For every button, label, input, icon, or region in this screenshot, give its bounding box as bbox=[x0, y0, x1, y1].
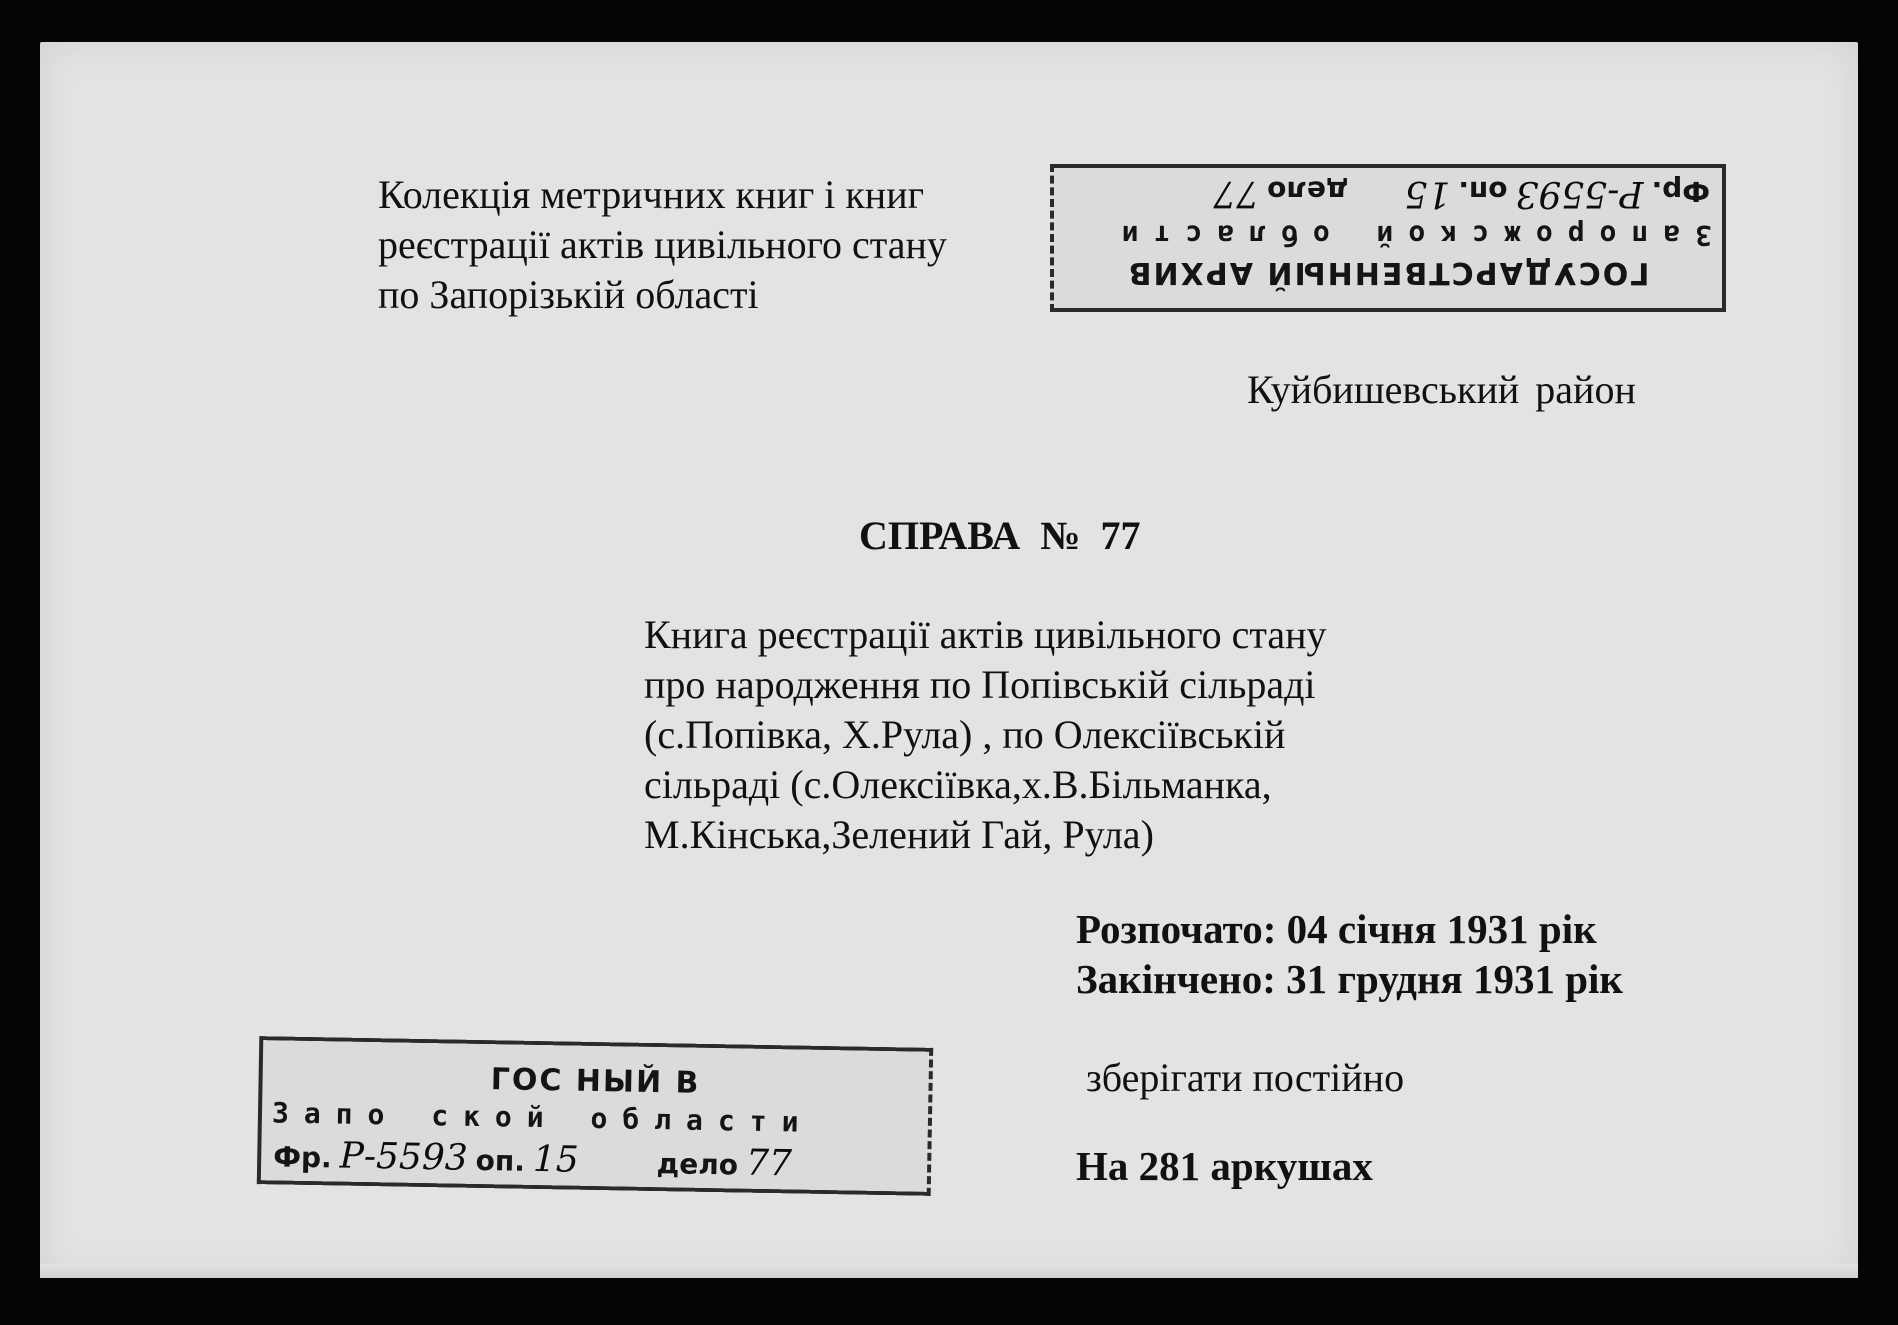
stamp-inventory-value: 15 bbox=[1404, 173, 1451, 214]
stamp-inventory-value: 15 bbox=[532, 1138, 580, 1181]
stamp-fund-value: Р-5593 bbox=[1515, 173, 1644, 214]
archive-stamp-bottom bbox=[257, 1036, 933, 1196]
description-line: (с.Попівка, Х.Рула) , по Олексіївській bbox=[644, 712, 1286, 757]
stamp-file-label: дело bbox=[656, 1147, 739, 1182]
stamp-file-label: дело bbox=[1267, 175, 1349, 208]
stamp-archive-name: ГОС НЫЙ В bbox=[490, 1062, 701, 1101]
stamp-file-value: 77 bbox=[1213, 173, 1260, 214]
description-line: сільраді (с.Олексіївка,х.В.Більманка, bbox=[644, 762, 1272, 807]
stamp-inventory-label: оп. bbox=[1458, 175, 1508, 208]
stamp-region: Запо ской области bbox=[271, 1096, 814, 1139]
case-title: СПРАВА № 77 bbox=[859, 513, 1141, 558]
stamp-fund-label: Фр. bbox=[272, 1140, 332, 1175]
document-sheet bbox=[40, 42, 1858, 1278]
sheet-count: На 281 аркушах bbox=[1076, 1143, 1373, 1189]
stamp-archive-name: ГОСУДАРСТВЕННЫЙ АРХИВ bbox=[1126, 255, 1650, 290]
date-range bbox=[1076, 904, 1623, 1004]
description-line: М.Кінська,Зелений Гай, Рула) bbox=[644, 812, 1154, 857]
stamp-fund-value: Р-5593 bbox=[339, 1135, 469, 1179]
start-date: Розпочато: 04 січня 1931 рік bbox=[1076, 906, 1597, 952]
collection-line: Колекція метричних книг і книг bbox=[378, 172, 925, 217]
description-line: про народження по Попівській сільраді bbox=[644, 662, 1316, 707]
collection-heading bbox=[378, 170, 947, 320]
district-label: Куйбишевський район bbox=[1247, 367, 1636, 412]
book-description bbox=[644, 610, 1327, 860]
collection-line: реєстрації актів цивільного стану bbox=[378, 222, 947, 267]
description-line: Книга реєстрації актів цивільного стану bbox=[644, 612, 1327, 657]
end-date: Закінчено: 31 грудня 1931 рік bbox=[1076, 956, 1624, 1002]
stamp-inventory-label: оп. bbox=[475, 1143, 526, 1178]
stamp-file-value: 77 bbox=[745, 1142, 793, 1185]
stamp-reference-row bbox=[273, 1134, 928, 1186]
stamp-reference-row bbox=[1054, 173, 1710, 214]
archive-stamp-top bbox=[1050, 164, 1726, 312]
stamp-region: Запорожской области bbox=[1106, 219, 1712, 252]
stamp-fund-label: Фр. bbox=[1651, 175, 1710, 208]
storage-term: зберігати постійно bbox=[1086, 1055, 1405, 1100]
collection-line: по Запорізькій області bbox=[378, 272, 759, 317]
